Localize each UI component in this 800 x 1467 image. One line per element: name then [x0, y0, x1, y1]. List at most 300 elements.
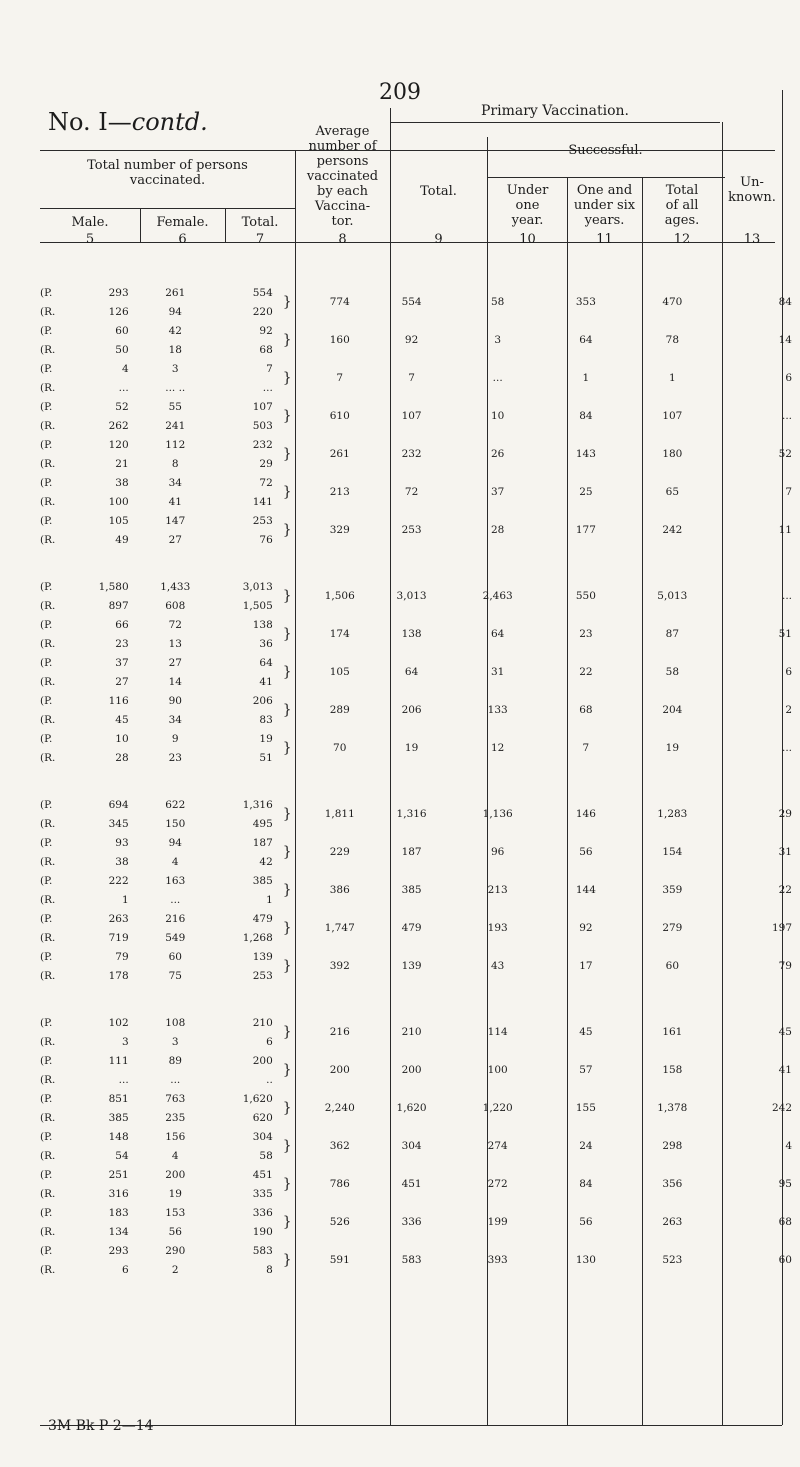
table-cell: 160	[329, 334, 350, 346]
table-cell: 147	[165, 514, 186, 527]
data-table	[40, 283, 800, 1279]
table-cell: 385	[401, 884, 422, 896]
table-cell: 290	[165, 1244, 186, 1257]
table-cell: 620	[252, 1111, 273, 1124]
table-cell: 58	[490, 296, 505, 308]
table-cell: 7	[266, 362, 273, 375]
table-row	[40, 1203, 800, 1222]
row-label: (R.	[40, 675, 56, 688]
table-cell: 3	[171, 362, 179, 375]
table-cell: 451	[252, 1168, 273, 1181]
table-cell: 120	[108, 438, 129, 451]
group-spacer	[40, 767, 800, 795]
table-cell: 1,268	[242, 931, 273, 944]
table-cell: 14	[778, 334, 792, 346]
table-cell: 134	[108, 1225, 129, 1238]
row-brace: }	[282, 1138, 292, 1154]
table-cell: 41	[778, 1064, 792, 1076]
table-row	[40, 833, 800, 852]
table-cell: 19	[665, 742, 680, 754]
table-cell: 1,136	[482, 808, 513, 820]
row-brace: }	[282, 1252, 292, 1268]
row-label: (P.	[40, 286, 53, 299]
row-label: (P.	[40, 618, 53, 631]
table-row	[40, 1165, 800, 1184]
group-spacer	[40, 549, 800, 577]
row-label: (R.	[40, 533, 56, 546]
row-brace: }	[282, 1024, 292, 1040]
table-cell: 356	[662, 1178, 683, 1190]
table-cell: 76	[259, 533, 273, 546]
row-label: (R.	[40, 599, 56, 612]
table-cell: 114	[487, 1026, 508, 1038]
row-brace: }	[282, 626, 292, 642]
table-cell: 304	[401, 1140, 422, 1152]
table-cell: 479	[401, 922, 422, 934]
table-cell: 1,506	[324, 590, 355, 602]
table-cell: ...	[118, 381, 129, 394]
table-cell: 10	[115, 732, 129, 745]
row-brace: }	[282, 370, 292, 386]
table-cell: 316	[108, 1187, 129, 1200]
table-cell: 94	[168, 305, 182, 318]
table-row	[40, 1241, 800, 1260]
table-cell: ...	[262, 381, 273, 394]
table-cell: 68	[778, 1216, 792, 1228]
table-cell: 1,316	[396, 808, 427, 820]
header-all-ages: Total of all ages.	[664, 183, 700, 228]
row-label: (P.	[40, 836, 53, 849]
table-cell: 3	[494, 334, 502, 346]
header-one-six: One and under six years.	[573, 183, 636, 228]
table-cell: 79	[115, 950, 129, 963]
table-cell: 25	[579, 486, 593, 498]
table-cell: 1	[121, 893, 129, 906]
row-label: (P.	[40, 1130, 53, 1143]
table-row	[40, 511, 800, 530]
row-label: (R.	[40, 713, 56, 726]
table-cell: 138	[252, 618, 273, 631]
table-cell: 51	[778, 628, 792, 640]
row-brace: }	[282, 1176, 292, 1192]
table-row	[40, 691, 800, 710]
column-number: 6	[178, 232, 187, 247]
table-cell: 293	[108, 286, 129, 299]
table-cell: 37	[115, 656, 129, 669]
table-cell: 64	[259, 656, 273, 669]
table-cell: 261	[329, 448, 350, 460]
table-cell: 27	[168, 656, 182, 669]
row-label: (P.	[40, 1244, 53, 1257]
table-cell: 583	[252, 1244, 273, 1257]
table-cell: 253	[401, 524, 422, 536]
table-row	[40, 577, 800, 596]
table-cell: 45	[579, 1026, 593, 1038]
row-label: (R.	[40, 1149, 56, 1162]
table-row	[40, 283, 800, 302]
table-cell: 54	[115, 1149, 129, 1162]
table-cell: 17	[579, 960, 593, 972]
footer-print-code: 3M Bk P 2—14	[48, 1418, 154, 1434]
table-cell: 92	[404, 334, 419, 346]
table-cell: 13	[168, 637, 182, 650]
table-cell: 216	[165, 912, 186, 925]
table-cell: 70	[333, 742, 347, 754]
table-cell: 22	[778, 884, 792, 896]
table-cell: 55	[168, 400, 182, 413]
table-cell: ...	[492, 372, 503, 384]
table-cell: 523	[662, 1254, 683, 1266]
table-cell: 3,013	[242, 580, 273, 593]
table-cell: 38	[115, 476, 129, 489]
row-brace: }	[282, 408, 292, 424]
table-cell: 479	[252, 912, 273, 925]
table-cell: 1,580	[98, 580, 129, 593]
table-cell: 105	[329, 666, 350, 678]
table-cell: 31	[778, 846, 792, 858]
table-cell: 18	[168, 343, 182, 356]
table-cell: 154	[662, 846, 683, 858]
table-cell: 1,505	[242, 599, 273, 612]
row-brace: }	[282, 1100, 292, 1116]
table-cell: 34	[168, 713, 182, 726]
header-total: Total.	[241, 215, 279, 230]
table-cell: 29	[778, 808, 792, 820]
table-cell: 60	[665, 960, 680, 972]
table-cell: 100	[487, 1064, 508, 1076]
table-cell: 8	[266, 1263, 273, 1276]
table-row	[40, 1127, 800, 1146]
table-cell: 11	[778, 524, 792, 536]
table-cell: 6	[266, 1035, 273, 1048]
table-cell: 554	[401, 296, 422, 308]
row-label: (R.	[40, 1111, 56, 1124]
table-cell: 359	[662, 884, 683, 896]
table-cell: 213	[329, 486, 350, 498]
table-cell: 41	[259, 675, 273, 688]
table-cell: 851	[108, 1092, 129, 1105]
table-cell: 4	[785, 1140, 792, 1152]
table-cell: 93	[115, 836, 129, 849]
column-number: 9	[434, 232, 443, 247]
table-cell: 96	[490, 846, 505, 858]
row-label: (P.	[40, 1206, 53, 1219]
table-cell: 58	[259, 1149, 273, 1162]
table-cell: 386	[329, 884, 350, 896]
header-female: Female.	[156, 215, 209, 230]
table-cell: 143	[575, 448, 596, 460]
table-cell: 1	[582, 372, 590, 384]
table-cell: 392	[329, 960, 350, 972]
table-row	[40, 795, 800, 814]
table-cell: 3	[171, 1035, 179, 1048]
table-cell: 72	[404, 486, 419, 498]
table-cell: 23	[168, 751, 182, 764]
row-label: (R.	[40, 457, 56, 470]
table-cell: 1,433	[160, 580, 191, 593]
table-cell: 19	[259, 732, 273, 745]
table-cell: 274	[487, 1140, 508, 1152]
table-cell: 197	[771, 922, 792, 934]
table-cell: 591	[329, 1254, 350, 1266]
table-cell: 213	[487, 884, 508, 896]
row-label: (P.	[40, 656, 53, 669]
table-cell: 78	[665, 334, 680, 346]
table-cell: 2,463	[482, 590, 513, 602]
table-cell: 1	[668, 372, 676, 384]
row-brace: }	[282, 958, 292, 974]
table-cell: 7	[336, 372, 344, 384]
table-cell: 549	[165, 931, 186, 944]
row-label: (P.	[40, 362, 53, 375]
table-cell: 190	[252, 1225, 273, 1238]
table-cell: 206	[252, 694, 273, 707]
table-row	[40, 909, 800, 928]
row-label: (R.	[40, 343, 56, 356]
table-cell: 68	[259, 343, 273, 356]
table-cell: 92	[259, 324, 273, 337]
table-cell: 241	[165, 419, 186, 432]
table-cell: 180	[662, 448, 683, 460]
table-cell: 336	[252, 1206, 273, 1219]
table-cell: 21	[115, 457, 129, 470]
table-cell: 503	[252, 419, 273, 432]
table-cell: 694	[108, 798, 129, 811]
row-brace: }	[282, 806, 292, 822]
table-cell: 786	[329, 1178, 350, 1190]
table-cell: 222	[108, 874, 129, 887]
table-cell: 199	[487, 1216, 508, 1228]
table-cell: 161	[662, 1026, 683, 1038]
table-cell: 229	[329, 846, 350, 858]
row-label: (R.	[40, 1187, 56, 1200]
table-row	[40, 947, 800, 966]
table-cell: 141	[252, 495, 273, 508]
table-cell: 75	[168, 969, 182, 982]
table-cell: 8	[171, 457, 179, 470]
table-cell: 608	[165, 599, 186, 612]
table-cell: 144	[575, 884, 596, 896]
table-cell: 146	[575, 808, 596, 820]
row-label: (P.	[40, 476, 53, 489]
row-label: (P.	[40, 514, 53, 527]
table-cell: 362	[329, 1140, 350, 1152]
table-cell: 28	[490, 524, 505, 536]
table-cell: 105	[108, 514, 129, 527]
header-mid-rule	[40, 208, 295, 209]
table-cell: 2,240	[324, 1102, 355, 1114]
row-brace: }	[282, 1062, 292, 1078]
table-cell: 153	[165, 1206, 186, 1219]
table-row	[40, 1089, 800, 1108]
header-unknown: Un- known.	[728, 175, 776, 205]
table-cell: 5,013	[657, 590, 688, 602]
table-cell: 150	[165, 817, 186, 830]
table-cell: 72	[259, 476, 273, 489]
table-row	[40, 871, 800, 890]
table-cell: 3,013	[396, 590, 427, 602]
table-cell: 133	[487, 704, 508, 716]
table-cell: 251	[108, 1168, 129, 1181]
table-cell: 335	[252, 1187, 273, 1200]
table-cell: 4	[121, 362, 129, 375]
table-cell: ...	[781, 410, 792, 422]
table-cell: 112	[165, 438, 186, 451]
table-cell: 130	[575, 1254, 596, 1266]
table-cell: 289	[329, 704, 350, 716]
row-label: (P.	[40, 1092, 53, 1105]
table-cell: 34	[168, 476, 182, 489]
table-cell: 526	[329, 1216, 350, 1228]
table-row	[40, 1051, 800, 1070]
header-male: Male.	[71, 215, 109, 230]
table-cell: 178	[108, 969, 129, 982]
table-cell: 64	[579, 334, 593, 346]
table-cell: 336	[401, 1216, 422, 1228]
row-label: (R.	[40, 419, 56, 432]
row-label: (P.	[40, 580, 53, 593]
table-cell: 187	[401, 846, 422, 858]
column-number: 12	[673, 232, 691, 247]
table-cell: 193	[487, 922, 508, 934]
table-cell: 174	[329, 628, 350, 640]
table-cell: 156	[165, 1130, 186, 1143]
row-label: (R.	[40, 381, 56, 394]
table-cell: 52	[115, 400, 129, 413]
row-brace: }	[282, 294, 292, 310]
table-cell: 200	[401, 1064, 422, 1076]
table-cell: 107	[401, 410, 422, 422]
table-cell: ...	[781, 742, 792, 754]
table-row	[40, 653, 800, 672]
table-cell: 111	[108, 1054, 129, 1067]
table-cell: 116	[108, 694, 129, 707]
row-label: (R.	[40, 1035, 56, 1048]
table-cell: 262	[108, 419, 129, 432]
table-cell: 64	[490, 628, 505, 640]
table-cell: 7	[785, 486, 792, 498]
table-row	[40, 473, 800, 492]
table-cell: 43	[490, 960, 505, 972]
table-cell: ...	[170, 1073, 181, 1086]
table-cell: 253	[252, 969, 273, 982]
row-label: (R.	[40, 1263, 56, 1276]
table-cell: 126	[108, 305, 129, 318]
row-label: (R.	[40, 1073, 56, 1086]
table-cell: 27	[115, 675, 129, 688]
table-cell: 51	[259, 751, 273, 764]
row-label: (P.	[40, 1054, 53, 1067]
table-cell: 200	[329, 1064, 350, 1076]
table-cell: 49	[115, 533, 129, 546]
table-cell: 232	[401, 448, 422, 460]
table-cell: 719	[108, 931, 129, 944]
primary-rule	[390, 122, 720, 123]
row-brace: }	[282, 484, 292, 500]
table-cell: 28	[115, 751, 129, 764]
table-row	[40, 1013, 800, 1032]
table-cell: 102	[108, 1016, 129, 1029]
table-cell: 84	[579, 1178, 593, 1190]
table-cell: 138	[401, 628, 422, 640]
table-cell: 155	[575, 1102, 596, 1114]
column-number: 5	[85, 232, 95, 247]
column-number: 10	[519, 232, 536, 247]
table-cell: 10	[490, 410, 505, 422]
header-average: Average number of persons vaccinated by each Vaccina- tor.	[306, 124, 379, 229]
table-cell: 84	[778, 296, 792, 308]
row-label: (R.	[40, 1225, 56, 1238]
table-cell: 220	[252, 305, 273, 318]
table-cell: 60	[115, 324, 129, 337]
row-label: (P.	[40, 950, 53, 963]
row-label: (R.	[40, 931, 56, 944]
table-cell: 1,620	[396, 1102, 427, 1114]
table-cell: 38	[115, 855, 129, 868]
table-title	[48, 108, 208, 136]
table-cell: 242	[771, 1102, 792, 1114]
table-cell: 7	[408, 372, 415, 384]
row-label: (P.	[40, 1168, 53, 1181]
table-cell: 1,747	[324, 922, 355, 934]
table-cell: 87	[665, 628, 680, 640]
column-number: 13	[743, 232, 761, 247]
table-cell: 470	[662, 296, 683, 308]
table-cell: 22	[579, 666, 593, 678]
table-cell: ..	[266, 1073, 273, 1086]
table-cell: 495	[252, 817, 273, 830]
header-successful: Successful.	[568, 143, 643, 158]
row-brace: }	[282, 844, 292, 860]
table-cell: 27	[168, 533, 182, 546]
row-label: (P.	[40, 798, 53, 811]
table-cell: 163	[165, 874, 186, 887]
table-cell: 57	[579, 1064, 593, 1076]
row-brace: }	[282, 1214, 292, 1230]
table-cell: 72	[168, 618, 182, 631]
table-cell: 583	[401, 1254, 422, 1266]
row-label: (P.	[40, 694, 53, 707]
table-row	[40, 615, 800, 634]
table-cell: 298	[662, 1140, 683, 1152]
table-cell: 45	[115, 713, 129, 726]
row-label: (P.	[40, 732, 53, 745]
table-cell: 31	[490, 666, 505, 678]
table-cell: 763	[165, 1092, 186, 1105]
table-cell: 177	[575, 524, 596, 536]
table-cell: 41	[168, 495, 182, 508]
table-cell: 89	[168, 1054, 182, 1067]
table-cell: 9	[171, 732, 179, 745]
table-cell: 1,316	[242, 798, 273, 811]
header-total-vaccinated: Total number of persons vaccinated.	[87, 158, 248, 188]
table-cell: 263	[662, 1216, 683, 1228]
table-cell: 50	[115, 343, 129, 356]
table-cell: 56	[579, 846, 593, 858]
group-spacer	[40, 985, 800, 1013]
table-cell: 90	[168, 694, 182, 707]
table-cell: 2	[171, 1263, 179, 1276]
table-cell: 23	[115, 637, 129, 650]
table-cell: 4	[171, 1149, 179, 1162]
table-cell: 79	[778, 960, 792, 972]
row-label: (R.	[40, 637, 56, 650]
table-cell: 353	[575, 296, 596, 308]
table-cell: 304	[252, 1130, 273, 1143]
table-cell: 187	[252, 836, 273, 849]
table-cell: 83	[259, 713, 273, 726]
table-cell: 100	[108, 495, 129, 508]
